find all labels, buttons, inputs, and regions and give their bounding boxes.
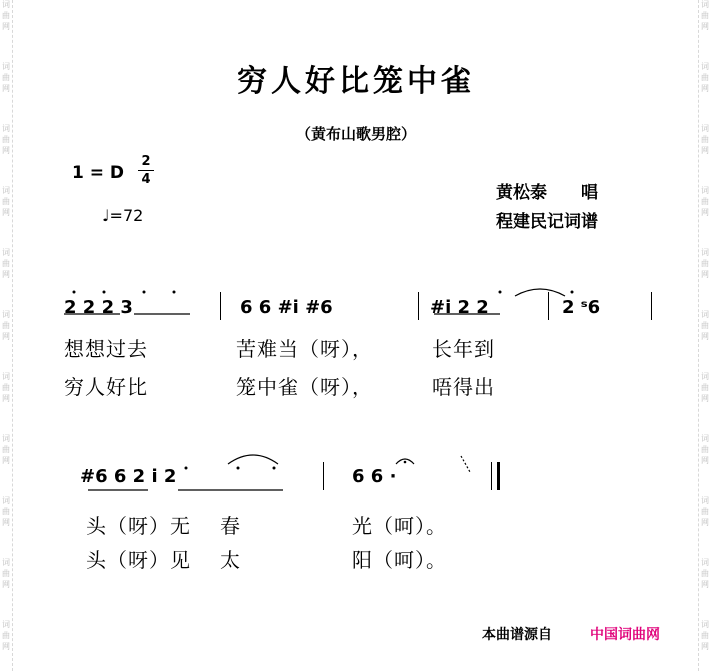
- watermark-glyph: 网: [2, 456, 10, 465]
- octave-dot: [273, 467, 276, 470]
- watermark-glyph: 曲: [701, 631, 709, 640]
- watermark-glyph: 网: [2, 580, 10, 589]
- lyric-phrase: 想想过去: [64, 337, 148, 361]
- lyric-phrase: 穷人好比: [64, 375, 148, 399]
- watermark-glyph: 词: [2, 186, 10, 195]
- watermark-glyph: 词: [2, 62, 10, 71]
- left-watermark-strip: [0, 0, 14, 671]
- time-signature: [138, 153, 154, 188]
- watermark-glyph: 网: [701, 394, 709, 403]
- watermark-glyph: 词: [701, 620, 709, 629]
- watermark-glyph: 曲: [2, 507, 10, 516]
- watermark-glyph: 词: [701, 124, 709, 133]
- watermark-glyph: 网: [701, 84, 709, 93]
- watermark-glyph: 曲: [2, 259, 10, 268]
- watermark-glyph: 曲: [701, 73, 709, 82]
- watermark-glyph: 曲: [2, 135, 10, 144]
- watermark-glyph: 曲: [2, 445, 10, 454]
- watermark-glyph: 网: [2, 208, 10, 217]
- watermark-glyph: 网: [701, 456, 709, 465]
- right-watermark-strip: [697, 0, 711, 671]
- lyric-phrase: 阳（呵）。: [352, 548, 447, 572]
- measure-2-2: 6 6 ·: [352, 466, 397, 487]
- singer-credit: 黄松泰 唱: [496, 183, 598, 203]
- tie-arc: [515, 289, 565, 296]
- watermark-glyph: 词: [2, 434, 10, 443]
- octave-dot: [571, 291, 574, 294]
- watermark-glyph: 曲: [2, 11, 10, 20]
- source-label: 本曲谱源自: [482, 627, 552, 643]
- octave-dot: [185, 467, 188, 470]
- watermark-glyph: 曲: [701, 321, 709, 330]
- watermark-glyph: 网: [701, 270, 709, 279]
- lyric-phrase: 头（呀）见: [86, 548, 191, 572]
- watermark-glyph: 曲: [701, 445, 709, 454]
- octave-dot: [73, 291, 76, 294]
- measure-1-3: #i 2 2: [430, 297, 489, 318]
- watermark-glyph: 词: [701, 496, 709, 505]
- lyric-phrase: 头（呀）无: [86, 514, 191, 538]
- watermark-glyph: 词: [2, 620, 10, 629]
- watermark-glyph: 网: [2, 146, 10, 155]
- time-signature-bottom: 4: [141, 172, 151, 187]
- song-title: 穷人好比笼中雀: [237, 64, 475, 99]
- octave-dot: [499, 291, 502, 294]
- watermark-glyph: 网: [701, 22, 709, 31]
- watermark-glyph: 曲: [701, 507, 709, 516]
- watermark-glyph: 网: [701, 146, 709, 155]
- watermark-glyph: 词: [2, 248, 10, 257]
- watermark-glyph: 词: [701, 372, 709, 381]
- watermark-glyph: 曲: [701, 259, 709, 268]
- watermark-glyph: 曲: [2, 197, 10, 206]
- watermark-glyph: 词: [2, 372, 10, 381]
- measure-1-1: 2 2 2 3: [64, 297, 133, 318]
- lyric-phrase: 长年到: [432, 337, 495, 361]
- notation-marks-line-1: [60, 288, 660, 328]
- watermark-glyph: 词: [2, 0, 10, 9]
- watermark-glyph: 曲: [701, 11, 709, 20]
- watermark-glyph: 曲: [2, 73, 10, 82]
- lyric-phrase: 太: [220, 548, 241, 572]
- time-signature-top: 2: [141, 154, 151, 169]
- watermark-glyph: 曲: [2, 631, 10, 640]
- right-border-line: [698, 0, 699, 671]
- lyric-phrase: 光（呵）。: [352, 514, 447, 538]
- watermark-glyph: 词: [2, 124, 10, 133]
- watermark-glyph: 网: [701, 208, 709, 217]
- tempo-marking: ♩=72: [102, 206, 144, 225]
- watermark-glyph: 网: [2, 394, 10, 403]
- glissando: [461, 456, 470, 472]
- measure-1-2: 6 6 #i #6: [240, 297, 333, 318]
- watermark-glyph: 曲: [2, 569, 10, 578]
- measure-1-4: 2 ˢ6: [562, 297, 601, 318]
- watermark-glyph: 词: [701, 62, 709, 71]
- watermark-glyph: 网: [701, 332, 709, 341]
- octave-dot: [173, 291, 176, 294]
- watermark-glyph: 曲: [2, 383, 10, 392]
- watermark-glyph: 曲: [2, 321, 10, 330]
- watermark-glyph: 词: [2, 496, 10, 505]
- transcriber-credit: 程建民记词谱: [496, 212, 598, 232]
- watermark-glyph: 词: [701, 558, 709, 567]
- watermark-glyph: 网: [2, 270, 10, 279]
- watermark-glyph: 曲: [701, 197, 709, 206]
- song-subtitle: （黄布山歌男腔）: [295, 125, 416, 143]
- key-signature: 1 = D: [72, 163, 125, 183]
- watermark-glyph: 词: [701, 186, 709, 195]
- lyric-phrase: 唔得出: [432, 375, 495, 399]
- lyric-phrase: 笼中雀（呀），: [236, 375, 373, 399]
- tie-arc: [228, 455, 278, 464]
- watermark-glyph: 网: [2, 518, 10, 527]
- watermark-glyph: 网: [2, 84, 10, 93]
- lyric-phrase: 苦难当（呀），: [236, 337, 373, 361]
- watermark-glyph: 曲: [701, 135, 709, 144]
- octave-dot: [103, 291, 106, 294]
- watermark-glyph: 词: [701, 248, 709, 257]
- octave-dot: [237, 467, 240, 470]
- octave-dot: [143, 291, 146, 294]
- left-border-line: [12, 0, 13, 671]
- watermark-glyph: 词: [701, 0, 709, 9]
- watermark-glyph: 网: [2, 332, 10, 341]
- watermark-glyph: 网: [701, 642, 709, 651]
- watermark-glyph: 词: [2, 558, 10, 567]
- watermark-glyph: 词: [2, 310, 10, 319]
- watermark-glyph: 网: [2, 642, 10, 651]
- measure-2-1: #6 6 2 i 2: [80, 466, 177, 487]
- watermark-glyph: 网: [2, 22, 10, 31]
- lyric-phrase: 春: [220, 514, 241, 538]
- watermark-glyph: 曲: [701, 569, 709, 578]
- fermata-dot: [404, 461, 407, 464]
- source-site-link[interactable]: 中国词曲网: [590, 627, 660, 643]
- watermark-glyph: 网: [701, 580, 709, 589]
- watermark-glyph: 网: [701, 518, 709, 527]
- notation-marks-line-2: [78, 448, 498, 496]
- watermark-glyph: 词: [701, 310, 709, 319]
- watermark-glyph: 词: [701, 434, 709, 443]
- watermark-glyph: 曲: [701, 383, 709, 392]
